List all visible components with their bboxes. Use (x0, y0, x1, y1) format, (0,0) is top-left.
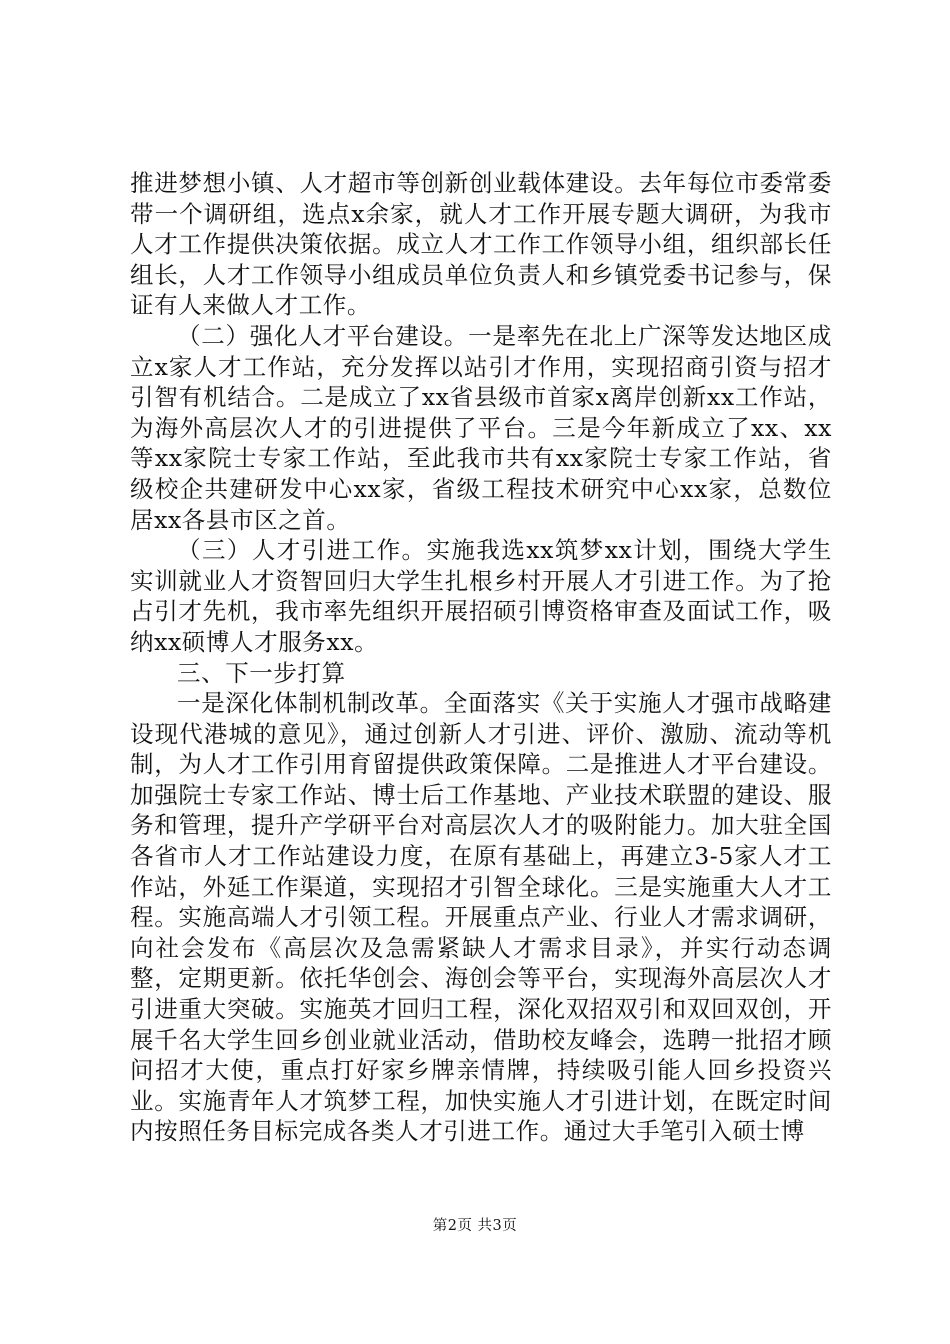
paragraph-talent-introduction: （三）人才引进工作。实施我选xx筑梦xx计划，围绕大学生实训就业人才资智回归大学生扎根乡村开展人才引进工作。为了抢占引才先机，我市率先组织开展招硕引博资格审查及面试工作，吸纳xx硕博人才服务xx。 (130, 536, 832, 656)
paragraph-talent-carriers: 推进梦想小镇、人才超市等创新创业载体建设。去年每位市委常委带一个调研组，选点x余家，就人才工作开展专题大调研，为我市人才工作提供决策依据。成立人才工作工作领导小组，组织部长任组长，人才工作领导小组成员单位负责人和乡镇党委书记参与，保证有人来做人才工作。 (130, 169, 832, 320)
paragraph-talent-platform: （二）强化人才平台建设。一是率先在北上广深等发达地区成立x家人才工作站，充分发挥以站引才作用，实现招商引资与招才引智有机结合。二是成立了xx省县级市首家x离岸创新xx工作站，为海外高层次人才的引进提供了平台。三是今年新成立了xx、xx等xx家院士专家工作站，至此我市共有xx家院士专家工作站，省级校企共建研发中心xx家，省级工程技术研究中心xx家，总数位居xx各县市区之首。 (130, 321, 832, 534)
paragraph-next-steps-plan: 一是深化体制机制改革。全面落实《关于实施人才强市战略建设现代港城的意见》，通过创新人才引进、评价、激励、流动等机制，为人才工作引用育留提供政策保障。二是推进人才平台建设。加强院士专家工作站、博士后工作基地、产业技术联盟的建设、服务和管理，提升产学研平台对高层次人才的吸附能力。加大驻全国各省市人才工作站建设力度，在原有基础上，再建立3-5家人才工作站，外延工作渠道，实现招才引智全球化。三是实施重大人才工程。实施高端人才引领工程。开展重点产业、行业人才需求调研，向社会发布《高层次及急需紧缺人才需求目录》，并实行动态调整，定期更新。依托华创会、海创会等平台，实现海外高层次人才引进重大突破。实施英才回归工程，深化双招双引和双回双创，开展千名大学生回乡创业就业活动，借助校友峰会，选聘一批招才顾问招才大使，重点打好家乡牌亲情牌，持续吸引能人回乡投资兴业。实施青年人才筑梦工程，加快实施人才引进计划，在既定时间内按照任务目标完成各类人才引进工作。通过大手笔引入硕士博 (130, 689, 832, 1146)
document-body (130, 168, 832, 1147)
section-heading-next-steps: 三、下一步打算 (177, 658, 346, 687)
page-number-footer: 第2页 共3页 (432, 1218, 518, 1234)
